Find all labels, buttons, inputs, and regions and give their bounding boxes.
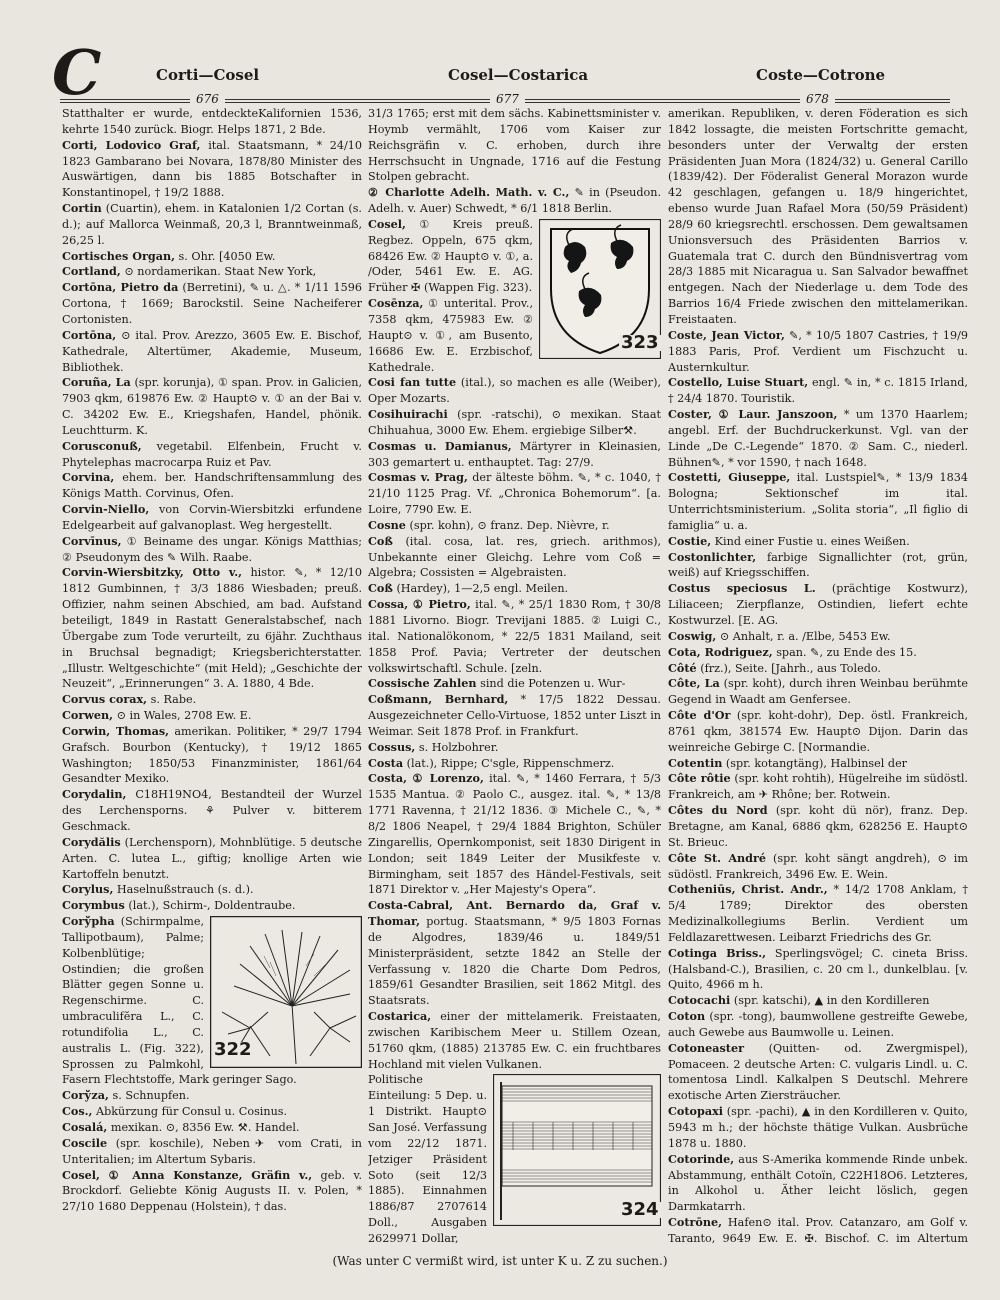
entry-text: Statthalter er wurde, entdeckteKalifornien 1536, kehrte 1540 zurück. Biogr. Helps 1871, 2 Bde. (62, 107, 362, 136)
entry-headword: Cortisches Organ, (62, 248, 175, 263)
dictionary-entry (62, 138, 362, 201)
dictionary-entry (668, 534, 968, 550)
dictionary-entry (668, 1009, 968, 1041)
dictionary-entry (668, 676, 968, 708)
dictionary-entry (668, 581, 968, 629)
entry-headword: Cotentin (668, 755, 723, 770)
dictionary-entry (668, 328, 968, 376)
entry-text: (Cuartin), ehem. in Katalonien 1/2 Cortan (s. d.); auf Mallorca Weinmaß, 20,3 l, Branntweinmaß, 26,25 l. (62, 202, 362, 247)
entry-text: Hafen⊙ ital. Prov. Catanzaro, am Golf v. Taranto, 9649 Ew. E. ✠. Bischof. C. im Altertum (668, 1216, 968, 1245)
dictionary-entry (368, 439, 661, 471)
dictionary-entry (62, 1168, 362, 1216)
dictionary-entry (62, 1136, 362, 1168)
entry-headword: Corvina, (62, 470, 115, 485)
entry-text: Haselnußstrauch (s. d.). (116, 883, 254, 897)
entry-headword: Cossa, ① Pietro, (368, 597, 471, 612)
entry-text: span. ✎, zu Ende des 15. (776, 645, 917, 659)
entry-text: der älteste böhm. ✎, * c. 1040, † 21/10 1125 Prag. Vf. „Chronica Bohemorum“. [a. Loire, 7790 Ew. E. (368, 471, 661, 517)
entry-headword: Cosne (368, 517, 406, 532)
entry-headword: Corylus, (62, 882, 114, 897)
entry-headword: Corvus corax, (62, 692, 148, 707)
section-letter: C (52, 36, 102, 109)
dictionary-entry (368, 597, 661, 676)
entry-text: (Berretini), ✎ u. △. * 1/11 1596 Cortona, † 1669; Barockstil. Seine Nacheiferer Cortonisten. (62, 281, 362, 326)
entry-text: (ital. cosa, lat. res, griech. arithmos), Unbekannte einer Gleichg. Lehre vom Coß = Algebra; Cossisten = Algebraisten. (368, 534, 661, 580)
dictionary-entry (62, 502, 362, 534)
dictionary-entry (368, 1009, 661, 1072)
entry-headword: Cosēnza, (368, 296, 424, 311)
entry-text: s. Rabe. (150, 693, 197, 707)
dictionary-entry (368, 106, 661, 185)
entry-text: Märtyrer in Kleinasien, 303 gemartert u. enthauptet. Tag: 27/9. (368, 439, 661, 469)
dictionary-entry (62, 375, 362, 438)
dictionary-entry (368, 898, 661, 1009)
entry-headword: Corvin-Niello, (62, 502, 150, 517)
entry-text: Politische Einteilung: 5 Dep. u. 1 Distrikt. Haupt⊙ San José. Verfassung vom 22/12 1871. Jetziger Präsident Soto (seit 12/3 1885). Einnahmen 1886/87 2707614 Doll., Ausgaben 2629971 Dollar, (368, 1073, 487, 1245)
dictionary-entry (668, 1152, 968, 1215)
entry-text: (spr. kotangtäng), Halbinsel der (725, 756, 908, 770)
entry-text: (lat.), Schirm-, Doldentraube. (128, 899, 296, 913)
dictionary-entry (668, 550, 968, 582)
entry-headword: Cortōna, Pietro da (62, 280, 179, 295)
page-number-left: 676 (190, 92, 225, 106)
figure-323 (539, 219, 661, 359)
entry-headword: Cosel, (368, 216, 406, 231)
entry-text: ital. Lustspiel✎, * 13/9 1834 Bologna; Sektionschef im ital. Unterrichtsministerium. „Solita storia“, „Il figlio di famiglia“ u. a. (668, 471, 968, 532)
entry-text: (ital.), so machen es alle (Weiber), Oper Mozarts. (368, 376, 661, 406)
dictionary-entry (62, 249, 362, 265)
dictionary-entry (668, 771, 968, 803)
dictionary-entry (668, 1104, 968, 1152)
dictionary-entry (368, 676, 661, 692)
entry-headword: Costarica, (368, 1009, 432, 1024)
entry-headword: Cosmas u. Damianus, (368, 438, 512, 453)
entry-headword: Coscile (62, 1135, 108, 1150)
dictionary-entry (368, 581, 661, 597)
dictionary-entry (62, 835, 362, 883)
entry-headword: Cosalá, (62, 1120, 108, 1134)
entry-text: (spr. katschi), ▲ in den Kordilleren (733, 994, 930, 1008)
dictionary-entry (62, 201, 362, 249)
entry-headword: Coruña, La (62, 375, 131, 390)
entry-headword: Côté (668, 660, 697, 675)
column-right (668, 106, 968, 1248)
dictionary-entry (62, 565, 362, 692)
entry-text: (Lerchensporn), Mohnblütige. 5 deutsche Arten. C. lutea L., giftig; knollige Arten wie Kartoffeln benutzt. (62, 835, 362, 881)
entry-text: ⊙ ital. Prov. Arezzo, 3605 Ew. E. Bischof, Kathedrale, Altertümer, Akademie, Museum, Bibliothek. (62, 328, 362, 374)
entry-text: ital. ✎, * 25/1 1830 Rom, † 30/8 1881 Livorno. Biogr. Trevijani 1885. ② Luigi C., ital. Nationalökonom, * 22/5 1831 Mailand, seit 1858 Prof. Pavia; Vertreter der deutschen volkswirtschaftl. Schule. [zeln. (368, 598, 661, 675)
entry-text: (frz.), Seite. [Jahrh., aus Toledo. (700, 661, 881, 675)
entry-text: (spr. koht-dohr), Dep. östl. Frankreich, 8761 qkm, 381574 Ew. Haupt⊙ Dijon. Darin das weinreiche Gebirge C. [Normandie. (668, 709, 968, 754)
entry-headword: Costonlichter, (668, 549, 757, 564)
entry-headword: Corwen, (62, 708, 114, 723)
page-number-right: 678 (800, 92, 835, 106)
dictionary-entry (368, 771, 661, 898)
column-left (62, 106, 362, 1248)
entry-text: s. Schnupfen. (112, 1089, 190, 1103)
entry-headword: Cotinga Briss., (668, 945, 767, 960)
dictionary-entry (668, 882, 968, 945)
dictionary-entry (62, 692, 362, 708)
dictionary-entry (62, 470, 362, 502)
running-head-left: Corti—Cosel (156, 66, 260, 84)
dictionary-entry (62, 898, 362, 914)
entry-headword: Corўpha (62, 914, 115, 929)
entry-headword: Cotrōne, (668, 1215, 723, 1230)
entry-text: portug. Staatsmann, * 9/5 1803 Fornas de Algodres, 1839/46 u. 1849/51 Ministerpräsident, setzte 1842 an Stelle der Verfassung v. 1820 die Charte Dom Pedros, 1859/61 Gesandter Brasilien, seit 1862 Mitgl. des Staatsrats. (368, 915, 661, 1008)
entry-text: (spr. kohn), ⊙ franz. Dep. Nièvre, r. (409, 518, 610, 532)
dictionary-entry (368, 534, 661, 582)
dictionary-entry (668, 645, 968, 661)
entry-headword: Cosel, ① Anna Konstanze, Gräfin v., (62, 1167, 313, 1182)
dictionary-entry (62, 1104, 362, 1120)
entry-text: (spr. koht dü nör), franz. Dep. Bretagne, am Kanal, 6886 qkm, 628256 E. Haupt⊙ St. Brieuc. (668, 804, 968, 849)
dictionary-entry (62, 439, 362, 471)
entry-headword: Corusconuß, (62, 438, 142, 453)
entry-headword: Cossische Zahlen (368, 676, 477, 691)
entry-headword: Costie, (668, 533, 712, 548)
dictionary-entry (368, 185, 661, 217)
dictionary-entry (368, 470, 661, 518)
entry-text: histor. ✎, * 12/10 1812 Gumbinnen, † 3/3 1886 Wiesbaden; preuß. Offizier, nahm seinen Abschied, am bad. Aufstand beteiligt, 1849 in Rastatt Generalstabschef, nach Übergabe zum Tode verurteilt, zu 6jähr. Zuchthaus in Bruchsal begnadigt; Kriegsberichterstatter. „Illustr. Weltgeschichte“ (mit Held); „Geschichte der Neuzeit“, „Erinnerungen“ 3. A. 1880, 4 Bde. (62, 566, 362, 691)
entry-headword: Costus speciosus L. (668, 581, 816, 596)
entry-text: * 17/5 1822 Dessau. Ausgezeichneter Cello-Virtuose, 1852 unter Liszt in Weimar. Seit 1878 Prof. in Frankfurt. (368, 693, 661, 738)
entry-text: (spr. -pachi), ▲ in den Kordilleren v. Quito, 5943 m h.; der höchste thätige Vulkan. Ausbrüche 1878 u. 1880. (668, 1105, 968, 1150)
dictionary-entry (368, 740, 661, 756)
dictionary-entry (62, 882, 362, 898)
entry-headword: Corti, Lodovico Graf, (62, 137, 201, 152)
entry-text: ① Beiname des ungar. Königs Matthias; ② Pseudonym des ✎ Wilh. Raabe. (62, 534, 362, 564)
entry-headword: Cos., (62, 1104, 93, 1119)
entry-text: * 14/2 1708 Anklam, † 5/4 1789; Direktor des obersten Medizinalkollegiums Berlin. Verdient um Feldlazarettwesen. Leibarzt Friedrichs des Gr. (668, 883, 968, 944)
entry-text: (spr. -tong), baumwollene gestreifte Gewebe, auch Gewebe aus Baumwolle u. Leinen. (668, 1010, 968, 1039)
entry-headword: Corymbus (62, 898, 125, 913)
dictionary-entry (668, 470, 968, 533)
entry-headword: Cortōna, (62, 327, 117, 342)
entry-headword: Corўza, (62, 1088, 109, 1103)
dictionary-entry (668, 756, 968, 772)
figure-number-324: 324 (621, 1199, 659, 1221)
running-head-right: Coste—Cotrone (756, 66, 886, 84)
entry-headword: Costa (368, 755, 404, 770)
entry-headword: Corvin-Wiersbitzky, Otto v., (62, 565, 243, 580)
entry-headword: Côte St. André (668, 850, 767, 865)
dictionary-entry (62, 1088, 362, 1104)
dictionary-entry (668, 629, 968, 645)
entry-headword: Coßmann, Bernhard, (368, 692, 509, 707)
entry-text: (Hardey), 1—2,5 engl. Meilen. (396, 582, 569, 596)
entry-headword: Côte, La (668, 676, 720, 691)
dictionary-entry (668, 708, 968, 756)
dictionary-entry (668, 803, 968, 851)
page-footer: (Was unter C vermißt wird, ist unter K u. Z zu suchen.) (332, 1254, 668, 1268)
entry-text: von Corvin-Wiersbitzki erfundene Edelgearbeit auf galvanoplast. Weg hergestellt. (62, 503, 362, 532)
entry-headword: Cotoneaster (668, 1040, 744, 1055)
dictionary-entry (368, 375, 661, 407)
dictionary-entry (62, 787, 362, 835)
entry-headword: Costa, ① Lorenzo, (368, 771, 484, 786)
entry-text: ① Kreis preuß. Regbez. Oppeln, 675 qkm, 68426 Ew. ② Haupt⊙ v. ①, a. /Oder, 5461 Ew. E. AG. Früher ✠ (Wappen Fig. 323). (368, 217, 534, 295)
figure-322 (210, 916, 362, 1068)
entry-text: aus S-Amerika kommende Rinde unbek. Abstammung, enthält Cotoïn, C22H18O6. Letzteres, in Alkohol u. Äther leicht löslich, gegen Darmkatarrh. (668, 1152, 968, 1214)
entry-text: Sperlingsvögel; C. cineta Briss. (Halsband-C.), Brasilien, c. 20 cm l., dunkelblau. [v. Quito, 4966 m h. (668, 946, 968, 992)
entry-headword: ② Charlotte Adelh. Math. v. C., (368, 185, 570, 200)
dictionary-entry (668, 407, 968, 470)
entry-text: (lat.), Rippe; C'sgle, Rippenschmerz. (406, 756, 615, 770)
entry-headword: Corvīnus, (62, 533, 122, 548)
entry-text: (Schirmpalme, Tallipotbaum), Palme; Kolbenblütige; Ostindien; die großen Blätter gegen Sonne u. Regenschirme. C. umbraculifĕra L., C. rotundifolia L., C. australis L. (Fig. 322), Sprossen zu Palmkohl, Fasern Flechtstoffe, Mark geringer Sago. (62, 915, 297, 1087)
page-number-center: 677 (490, 92, 525, 106)
dictionary-entry (368, 518, 661, 534)
entry-text: s. Ohr. [4050 Ew. (178, 249, 276, 263)
dictionary-entry (62, 1120, 362, 1136)
entry-text: ital. ✎, * 1460 Ferrara, † 5/3 1535 Mantua. ② Paolo C., ausgez. ital. ✎, * 13/8 1771 Ravenna, † 21/12 1836. ③ Michele C., ✎, * 8/2 1806 Neapel, † 29/4 1884 Brighton, Schüler Zingarellis, Opernkomponist, seit 1830 Dirigent in London; seit 1849 Leiter der Musikfeste v. Birmingham, seit 1857 des Händel-Festivals, seit 1871 Direktor v. „Her Majesty's Opera“. (368, 772, 661, 897)
entry-headword: Coswig, (668, 628, 717, 643)
dictionary-entry (668, 946, 968, 994)
entry-text: 31/3 1765; erst mit dem sächs. Kabinettsminister v. Hoymb vermählt, 1706 vom Kaiser zur Reichsgräfin v. C. erhoben, durch ihre Herrschsucht in Ungnade, 1716 auf die Festung Stolpen gebracht. (368, 107, 661, 184)
entry-text: (spr. -ratschi), ⊙ mexikan. Staat Chihuahua, 3000 Ew. Ehem. ergiebige Silber⚒. (368, 408, 661, 437)
entry-text: amerikan. Politiker, * 29/7 1794 Grafsch. Bourbon (Kentucky), † 19/12 1865 Washington; 1850/53 Finanzminister, 1861/64 Gesandter Mexiko. (62, 724, 362, 786)
entry-text: ① unterital. Prov., 7358 qkm, 475983 Ew. ② Haupt⊙ v. ①, am Busento, 16686 Ew. E. Erzbischof, Kathedrale. (368, 297, 534, 374)
entry-headword: Côte d'Or (668, 708, 731, 723)
dictionary-entry (668, 1041, 968, 1104)
entry-text: ital. Staatsmann, * 24/10 1823 Gambarano bei Novara, 1878/80 Minister des Auswärtigen, dann bis 1885 Botschafter in Konstantinopel, † 19/2 1888. (62, 138, 362, 200)
entry-headword: Coste, Jean Victor, (668, 327, 785, 342)
entry-headword: Costetti, Giuseppe, (668, 470, 791, 485)
dictionary-entry (668, 106, 968, 328)
entry-headword: Corwin, Thomas, (62, 723, 170, 738)
running-head-center: Cosel—Costarica (448, 66, 589, 84)
entry-headword: Corydalin, (62, 787, 127, 802)
entry-text: * um 1370 Haarlem; angebl. Erf. der Buchdruckerkunst. Vgl. van der Linde „De C.-Legende“ 1870. ② Sam. C., niederl. Bühnen✎, * vor 1590, † nach 1648. (668, 408, 968, 469)
entry-text: (spr. koht), durch ihren Weinbau berühmte Gegend in Waadt am Genfersee. (668, 677, 968, 707)
entry-text: ⊙ in Wales, 2708 Ew. E. (116, 709, 252, 723)
entry-text: sind die Potenzen u. Wur- (480, 677, 626, 691)
entry-text: ⊙ nordamerikan. Staat New York, (124, 265, 317, 279)
entry-text: s. Holzbohrer. (418, 740, 499, 754)
entry-text: (spr. koht rohtih), Hügelreihe im südöstl. Frankreich, am ✈ Rhône; ber. Rotwein. (668, 772, 968, 802)
figure-number-323: 323 (621, 331, 659, 353)
entry-text: farbige Signallichter (rot, grün, weiß) auf Kriegsschiffen. (668, 550, 968, 580)
dictionary-entry (62, 280, 362, 328)
entry-headword: Coß (368, 533, 393, 548)
entry-headword: Cossus, (368, 739, 416, 754)
entry-headword: Cotocachi (668, 993, 731, 1008)
entry-text: amerikan. Republiken, v. deren Föderation es sich 1842 lossagte, die meisten Fortschritte gemacht, besonders unter der Verwaltg der ersten Präsidenten Juan Mora (1824/32) u. General Carillo (1839/42). Der Föderalist General Morazon wurde 42 geschlagen, gefangen u. 18/9 hingerichtet, ebenso wurde Juan Rafael Mora (50/59 Präsident) 28/9 60 kriegsrechtl. erschossen. Dem gewaltsamen Unionsversuch des Präsidenten Barrios v. Guatemala trat C. durch den Bündnisvertrag vom 28/3 1885 mit Nicaragua u. San Salvador bewaffnet entgegen. Nach der Niederlage u. dem Tode des Barrios 16/4 Friede zwischen den mittelamerikan. Freistaaten. (668, 107, 968, 326)
entry-headword: Cotorinde, (668, 1151, 735, 1166)
figure-number-322: 322 (214, 1039, 252, 1061)
entry-headword: Cosihuirachi (368, 407, 448, 422)
entry-headword: Costello, Luise Stuart, (668, 375, 809, 390)
entry-text: (prächtige Kostwurz), Liliaceen; Zierpflanze, Ostindien, liefert echte Kostwurzel. [E. AG. (668, 582, 968, 627)
entry-text: Abkürzung für Consul u. Cosinus. (96, 1105, 288, 1119)
entry-headword: Côte rôtie (668, 771, 731, 786)
entry-headword: Cota, Rodriguez, (668, 644, 773, 659)
entry-headword: Coß (368, 581, 393, 596)
figure-324 (493, 1074, 661, 1226)
entry-text: einer der mittelamerik. Freistaaten, zwischen Karibischem Meer u. Stillem Ozean, 51760 qkm, (1885) 213785 Ew. C. ein fruchtbares Hochland mit vielen Vulkanen. (368, 1010, 661, 1071)
dictionary-entry (62, 264, 362, 280)
dictionary-entry (62, 724, 362, 787)
entry-text: ✎ in (Pseudon. Adelh. v. Auer) Schwedt, * 6/1 1818 Berlin. (368, 186, 661, 216)
entry-text: ✎, * 10/5 1807 Castries, † 19/9 1883 Paris, Prof. Verdient um Fischzucht u. Austernkultur. (668, 328, 968, 374)
entry-text: geb. v. Brockdorf. Geliebte König Augusts II. v. Polen, * 27/10 1680 Deppenau (Holstein), † das. (62, 1168, 362, 1214)
dictionary-entry (668, 375, 968, 407)
entry-headword: Côtes du Nord (668, 803, 768, 818)
entry-text: vegetabil. Elfenbein, Frucht v. Phytelephas macrocarpa Ruiz et Pav. (62, 439, 362, 469)
column-center (368, 106, 661, 1248)
entry-headword: Costa-Cabral, Ant. Bernardo da, Graf v. Thomar, (368, 898, 661, 929)
entry-text: (Quitten- od. Zwergmispel), Pomaceen. 2 deutsche Arten: C. vulgaris Lindl. u. C. tomentosa Lindl. Kalkalpen S Deutschl. Mehrere exotische Arten Ziersträucher. (668, 1041, 968, 1103)
dictionary-entry (368, 692, 661, 740)
entry-headword: Cosmas v. Prag, (368, 470, 468, 485)
dictionary-entry (62, 106, 362, 138)
dictionary-entry (62, 534, 362, 566)
entry-headword: Coster, ① Laur. Janszoon, (668, 407, 838, 422)
dictionary-entry (368, 407, 661, 439)
entry-headword: Cotopaxi (668, 1104, 723, 1119)
dictionary-entry (668, 993, 968, 1009)
dictionary-entry (62, 708, 362, 724)
entry-headword: Cortland, (62, 264, 121, 279)
dictionary-entry (668, 851, 968, 883)
dictionary-entry (62, 328, 362, 376)
entry-headword: Coton (668, 1009, 706, 1024)
entry-text: (spr. korunja), ① span. Prov. in Galicien, 7903 qkm, 619876 Ew. ② Haupt⊙ v. ① an der Bai v. C. 34202 Ew. E., Kriegshafen, Handel, phönik. Leuchtturm. K. (62, 376, 362, 437)
entry-headword: Cotheniūs, Christ. Andr., (668, 882, 828, 897)
entry-headword: Corydălis (62, 834, 121, 849)
entry-text: mexikan. ⊙, 8356 Ew. ⚒. Handel. (110, 1121, 300, 1134)
entry-text: ⊙ Anhalt, r. a. /Elbe, 5453 Ew. (719, 629, 891, 643)
dictionary-entry (668, 661, 968, 677)
dictionary-entry (368, 756, 661, 772)
entry-text: (spr. koht sängt angdreh), ⊙ im südöstl. Frankreich, 3496 Ew. E. Wein. (668, 851, 968, 881)
entry-headword: Cortin (62, 201, 102, 216)
entry-text: engl. ✎ in, * c. 1815 Irland, † 24/4 1870. Touristik. (668, 376, 968, 406)
entry-text: (spr. koschile), Neben✈ vom Crati, in Unteritalien; im Altertum Sybaris. (62, 1136, 362, 1166)
entry-text: C18H19NO4, Bestandteil der Wurzel des Lerchensporns. ⚘ Pulver v. bitterem Geschmack. (62, 788, 362, 833)
entry-headword: Cosi fan tutte (368, 375, 457, 390)
entry-text: ehem. ber. Handschriftensammlung des Königs Matth. Corvinus, Ofen. (62, 471, 362, 501)
entry-text: Kind einer Fustie u. eines Weißen. (714, 534, 910, 548)
dictionary-entry (668, 1215, 968, 1248)
